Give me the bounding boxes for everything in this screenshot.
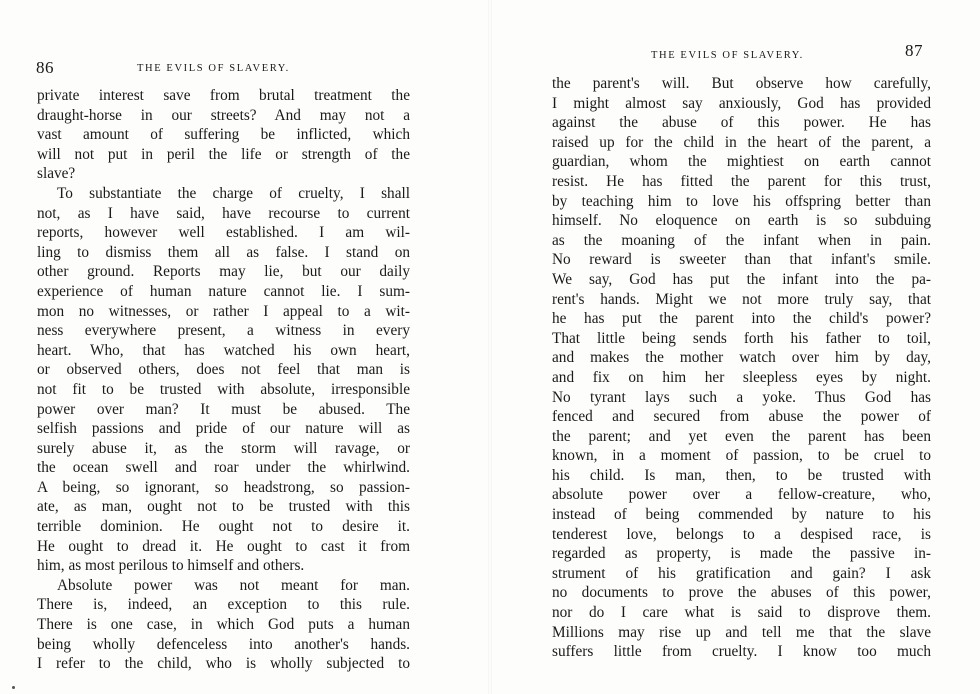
page-body-text <box>552 74 931 662</box>
text-line: and makes the mother watch over him by day, <box>552 349 931 367</box>
text-line: him, as most perilous to himself and others. <box>37 557 305 575</box>
text-line: regarded as property, is made the passive in- <box>552 545 931 563</box>
text-line: the parent; and yet even the parent has been <box>552 427 931 445</box>
text-line: slave? <box>37 165 76 183</box>
text-line: selfish passions and pride of our nature will as <box>37 420 410 438</box>
text-line: draught-horse in our streets? And may not a <box>37 106 410 124</box>
text-line: will not put in peril the life or strength of the <box>37 145 410 163</box>
text-line: being wholly defenceless into another's hands. <box>37 635 410 653</box>
text-line: We say, God has put the infant into the pa- <box>552 270 931 288</box>
text-line: raised up for the child in the heart of the parent, a <box>552 133 931 151</box>
text-line: A being, so ignorant, so headstrong, so passion- <box>37 478 410 496</box>
text-line: Millions may rise up and tell me that the slave <box>552 623 931 641</box>
text-line: strument of his gratification and gain? I ask <box>552 564 931 582</box>
running-head: THE EVILS OF SLAVERY. <box>651 50 804 61</box>
text-line: I refer to the child, who is wholly subjected to <box>37 655 410 673</box>
text-line: No tyrant lays such a yoke. Thus God has <box>552 388 931 406</box>
text-line: the parent's will. But observe how carefully, <box>552 75 931 92</box>
print-speck <box>12 686 15 689</box>
text-line: terrible dominion. He ought not to desire it. <box>37 518 410 536</box>
text-line: or observed others, does not feel that man is <box>37 361 410 379</box>
text-line: I might almost say anxiously, God has provided <box>552 94 931 112</box>
text-line: himself. No eloquence on earth is so subduing <box>552 212 931 230</box>
text-line: not, as I have said, have recourse to current <box>37 204 410 222</box>
text-line: ness everywhere present, a witness in every <box>37 322 410 340</box>
text-line: There is, indeed, an exception to this rule. <box>37 596 410 614</box>
text-line: absolute power over a fellow-creature, who, <box>552 486 931 504</box>
text-line: tenderest love, belongs to a despised race, is <box>552 525 931 543</box>
text-line: He ought to dread it. He ought to cast it from <box>37 537 410 555</box>
page-number: 86 <box>36 58 54 77</box>
text-line: ate, as man, ought not to be trusted with this <box>37 498 410 516</box>
running-head: THE EVILS OF SLAVERY. <box>137 63 290 74</box>
text-line: other ground. Reports may lie, but our daily <box>37 263 410 281</box>
text-line: surely abuse it, as the storm will ravage, or <box>37 439 410 457</box>
text-line: the ocean swell and roar under the whirlwind. <box>37 459 410 477</box>
text-line: power over man? It must be abused. The <box>37 400 410 418</box>
text-line: he has put the parent into the child's power? <box>552 310 931 328</box>
text-line: against the abuse of this power. He has <box>552 114 931 132</box>
text-line: rent's hands. Might we not more truly say, that <box>552 290 931 308</box>
text-line: as the moaning of the infant when in pain. <box>552 231 931 249</box>
text-line: resist. He has fitted the parent for this trust, <box>552 172 931 190</box>
text-line: suffers little from cruelty. I know too much <box>552 643 931 661</box>
text-line: experience of human nature cannot lie. I sum- <box>37 282 410 300</box>
text-line: no documents to prove the abuses of this power, <box>552 584 931 602</box>
text-line: by teaching him to love his offspring better than <box>552 192 931 210</box>
text-line: his child. Is man, then, to be trusted with <box>552 466 931 484</box>
text-line: instead of being commended by nature to his <box>552 506 931 524</box>
text-line: To substantiate the charge of cruelty, I shall <box>57 184 410 202</box>
text-line: fenced and secured from abuse the power of <box>552 408 931 426</box>
text-line: reports, however well established. I am wil- <box>37 224 410 242</box>
text-line: known, in a moment of passion, to be cruel to <box>552 447 931 465</box>
page-number: 87 <box>905 41 923 60</box>
page-body-text <box>37 86 410 674</box>
text-line: vast amount of suffering be inflicted, which <box>37 126 410 144</box>
text-line: and fix on him her sleepless eyes by night. <box>552 368 931 386</box>
text-line: nor do I care what is said to disprove them. <box>552 604 931 622</box>
text-line: guardian, whom the mightiest on earth cannot <box>552 153 931 171</box>
text-line: No reward is sweeter than that infant's smile. <box>552 251 931 269</box>
text-line: private interest save from brutal treatment the <box>37 87 410 104</box>
right-page <box>490 0 980 694</box>
text-line: Absolute power was not meant for man. <box>57 576 410 594</box>
text-line: not fit to be trusted with absolute, irresponsible <box>37 380 410 398</box>
text-line: mon no witnesses, or rather I appeal to a wit- <box>37 302 410 320</box>
text-line: ling to dismiss them all as false. I stand on <box>37 243 410 261</box>
text-line: There is one case, in which God puts a human <box>37 616 410 634</box>
text-line: That little being sends forth his father to toil, <box>552 329 931 347</box>
text-line: heart. Who, that has watched his own heart, <box>37 341 410 359</box>
